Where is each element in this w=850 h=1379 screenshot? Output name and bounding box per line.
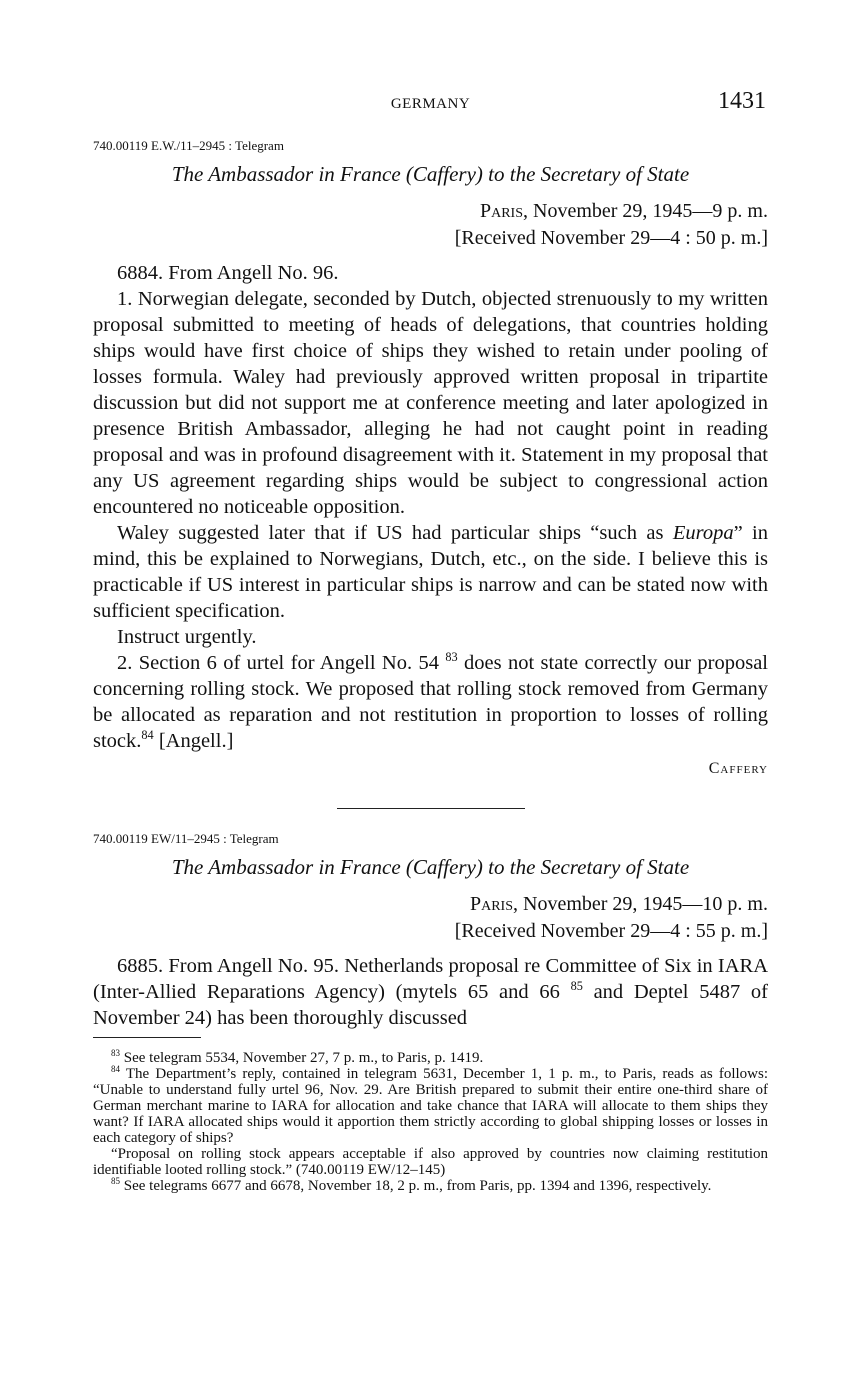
footnote-ref-84: 84 (141, 728, 154, 743)
text-run: ” in mind, this be explained to Norwegians, Dutch, etc., on the side. I believe this is practicable if US interest in particular ships is narrow and can be stated now with sufficient specification. (93, 522, 769, 622)
footnote-84 (93, 1066, 768, 1146)
footnote-text: The Department’s reply, contained in telegram 5631, December 1, 1 p. m., to Paris, reads as follows: “Unable to understand fully urtel 96, Nov. 29. Are British prepared to submit their entire one-third share of German merchant marine to IARA for allocation and take chance that IARA will allocate to them ships they want? If IARA allocated ships would it apportion them strictly according to global shipping losses or losses in each category of ships? (93, 1066, 768, 1146)
dateline-received: [Received November 29—4 : 50 p. m.] (454, 227, 768, 249)
dateline-place: Paris (469, 893, 514, 915)
text-run: 2. Section 6 of urtel for Angell No. 54 (117, 652, 439, 674)
dateline (93, 891, 768, 945)
text-run: does not state correctly our proposal concerning rolling stock. We proposed that rolling stock removed from Germany be allocated as reparation and not restitution in proportion to losses of rolling stock. (93, 652, 768, 752)
footnote-number: 85 (111, 1176, 120, 1186)
telegram-6885 (93, 831, 768, 1031)
file-reference: 740.00119 EW/11–2945 : Telegram (93, 831, 279, 846)
document-page (93, 88, 768, 1194)
footnote-number: 83 (111, 1048, 120, 1058)
telegram-6884 (93, 138, 768, 778)
dateline (93, 198, 768, 252)
footnote-text: See telegram 5534, November 27, 7 p. m., to Paris, p. 1419. (120, 1050, 484, 1066)
paragraph (93, 953, 768, 1031)
text-run: and Deptel 5487 of November 24) has been thoroughly discussed (93, 981, 768, 1029)
running-title: GERMANY (390, 96, 471, 112)
footnote-rule (93, 1037, 201, 1038)
dateline-date: , November 29, 1945—10 p. m. (513, 893, 768, 915)
text-run: Waley suggested later that if US had particular ships “such as (117, 522, 673, 544)
paragraph: 1. Norwegian delegate, seconded by Dutch, objected strenuously to my written proposal submitted to meeting of heads of delegations, that countries holding ships would have first choice of ships they wished to retain under pooling of losses formula. Waley had previously approved written proposal in tripartite discussion but did not support me at conference meeting and later apologized in presence British Ambassador, alleging he had not caught point in reading proposal and was in profound disagreement with it. Statement in my proposal that any US agreement regarding ships would be subject to congressional action encountered no noticeable opposition. (93, 288, 768, 518)
paragraph: 6884. From Angell No. 96. (117, 262, 339, 284)
section-separator (337, 808, 525, 809)
dateline-received: [Received November 29—4 : 55 p. m.] (454, 920, 768, 942)
dateline-place: Paris (479, 200, 524, 222)
text-run: [Angell.] (153, 730, 234, 752)
page-header (93, 88, 768, 124)
document-title: The Ambassador in France (Caffery) to the Secretary of State (171, 162, 690, 186)
footnotes (93, 1050, 768, 1194)
dateline-sent (93, 891, 768, 918)
document-title: The Ambassador in France (Caffery) to the Secretary of State (171, 855, 690, 879)
telegram-body (93, 260, 768, 754)
paragraph (93, 650, 768, 754)
dateline-sent (93, 198, 768, 225)
footnote-ref-85: 85 (570, 979, 583, 994)
ship-name-italic: Europa (672, 522, 734, 544)
telegram-body (93, 953, 768, 1031)
paragraph (93, 520, 768, 624)
page-number: 1431 (718, 88, 766, 114)
footnote-84-continued: “Proposal on rolling stock appears acceptable if also approved by countries now claiming restitution identifiable looted rolling stock.” (740.00119 EW/12–145) (93, 1146, 768, 1178)
paragraph: Instruct urgently. (117, 626, 257, 648)
footnote-number: 84 (111, 1064, 120, 1074)
dateline-date: , November 29, 1945—9 p. m. (523, 200, 768, 222)
footnote-85 (93, 1178, 768, 1194)
footnote-83 (93, 1050, 768, 1066)
footnote-ref-83: 83 (445, 650, 458, 665)
file-reference: 740.00119 E.W./11–2945 : Telegram (93, 138, 284, 153)
text-run: 6885. From Angell No. 95. Netherlands proposal re Committee of Six in IARA (Inter-Allied Reparations Agency) (mytels 65 and 66 (93, 955, 768, 1003)
signature: Caffery (708, 760, 768, 777)
footnote-text: See telegrams 6677 and 6678, November 18, 2 p. m., from Paris, pp. 1394 and 1396, respectively. (120, 1178, 712, 1194)
